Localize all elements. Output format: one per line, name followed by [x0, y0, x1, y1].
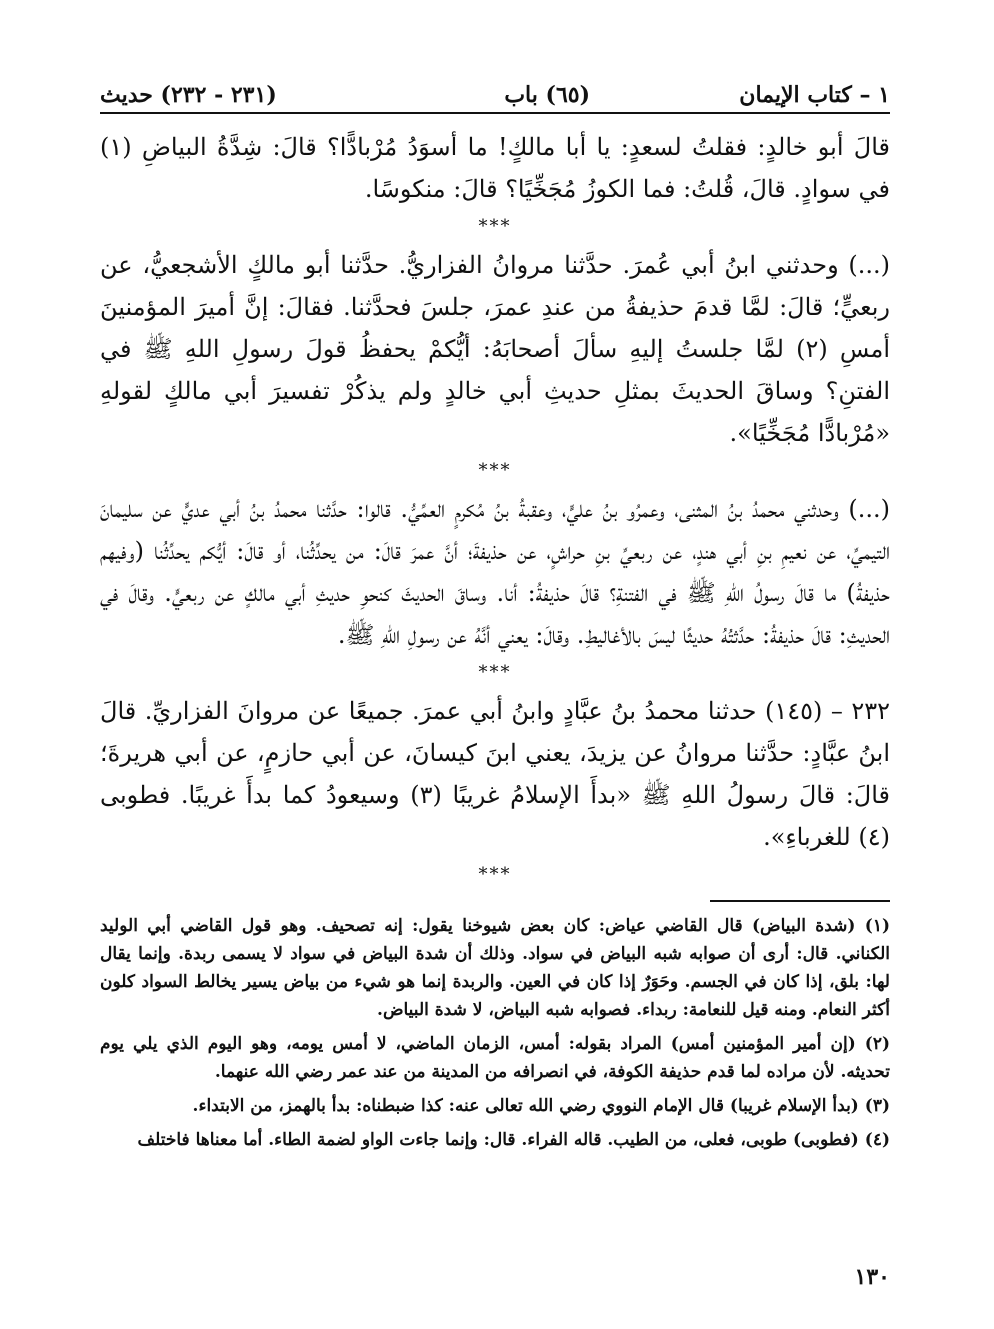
separator-4: *** — [478, 864, 512, 885]
footnote-4: (٤) (فطوبى) طوبى، فعلى، من الطيب. قاله الفراء. قال: وإنما جاءت الواو لضمة الطاء. أما معناها فاختلف — [137, 1130, 890, 1150]
paragraph-4: ٢٣٢ – (١٤٥) حدثنا محمدُ بنُ عبَّادٍ وابنُ أبي عمرَ. جميعًا عن مروانَ الفزاريِّ. قالَ ابنُ عبَّادٍ: حدَّثنا مروانُ عن يزيدَ، يعني ابنَ كيسانَ، عن أبي حازمٍ، عن أبي هريرةَ؛ قالَ: قالَ رسولُ اللهِ ﷺ «بدأَ الإسلامُ غريبًا (٣) وسيعودُ كما بدأَ غريبًا. فطوبى (٤) للغرباءِ». — [100, 697, 891, 851]
main-text — [100, 126, 890, 1160]
page-number: ١٣٠ — [854, 1264, 890, 1290]
footnote-3: (٣) (بدأ الإسلام غريبا) قال الإمام النووي رضي الله تعالى عنه: كذا ضبطناه: بدأ بالهمز، من الابتداء. — [192, 1096, 890, 1116]
separator-1: *** — [478, 216, 512, 237]
separator-2: *** — [478, 460, 512, 481]
paragraph-1: قالَ أبو خالدٍ: فقلتُ لسعدٍ: يا أبا مالكٍ! ما أسوَدُ مُرْبادًّا؟ قالَ: شِدَّةُ البياضِ (١) في سوادٍ. قالَ، قُلتُ: فما الكوزُ مُجَخِّيًا؟ قالَ: منكوسًا. — [100, 133, 890, 203]
footnote-rule — [710, 900, 890, 902]
separator-3: *** — [478, 662, 512, 683]
footnote-2: (٢) (إن أمير المؤمنين أمس) المراد بقوله: أمس، الزمان الماضي، لا أمس يومه، وهو اليوم الذي يلي يوم تحديثه. لأن مراده لما قدم حذيفة الكوفة، في انصرافه من المدينة من عند عمر رضي الله عنهما. — [100, 1034, 890, 1082]
page-header — [100, 60, 890, 110]
book-title: ١ – كتاب الإيمان — [739, 82, 890, 108]
paragraph-2: (...) وحدثني ابنُ أبي عُمرَ. حدَّثنا مروانُ الفزاريُّ. حدَّثنا أبو مالكٍ الأشجعيُّ، عن ربعيٍّ؛ قالَ: لمَّا قدمَ حذيفةُ من عندِ عمرَ، جلسَ فحدَّثنا. فقالَ: إنَّ أميرَ المؤمنينَ أمسِ (٢) لمَّا جلستُ إليهِ سألَ أصحابَهُ: أيُّكمْ يحفظُ قولَ رسولِ اللهِ ﷺ في الفتنِ؟ وساقَ الحديثَ بمثلِ حديثِ أبي خالدٍ ولم يذكُرْ تفسيرَ أبي مالكٍ لقولهِ «مُرْبادًّا مُجَخِّيًا». — [100, 251, 890, 447]
chapter-label: (٦٥) باب — [504, 82, 590, 108]
hadith-range: (٢٣١ - ٢٣٢) حديث — [100, 82, 277, 108]
footnote-1: (١) (شدة البياض) قال القاضي عياض: كان بعض شيوخنا يقول: إنه تصحيف. وهو قول القاضي أبي الوليد الكناني. قال: أرى أن صوابه شبه البياض في سواد. وذلك أن شدة البياض في سواد لا يسمى ربدة. وإنما يقال لها: بلق، إذا كان في الجسم. وحَوَرٌ إذا كان في العين. والربدة إنما هو شيء من بياض يسير يخالط السواد كلون أكثر النعام. ومنه قيل للنعامة: ربداء. فصوابه شبه البياض، لا شدة البياض. — [100, 916, 890, 1020]
header-rule — [100, 112, 890, 114]
paragraph-3: (...) وحدثني محمدُ بنُ المثنى، وعمرُو بنُ عليٍّ، وعقبةُ بنُ مُكرمٍ العمِّيُّ. قالوا: حدَّثنا محمدُ بنُ أبي عديٍّ عن سليمانَ التيميِّ، عن نعيمِ بنِ أبي هندٍ، عن ربعيِّ بنِ حراشٍ، عن حذيفةَ؛ أنَّ عمرَ قالَ: من يحدِّثُنا، أو قالَ: أيُّكم يحدِّثُنا (وفيهم حذيفةُ) ما قالَ رسولُ اللهِ ﷺ في الفتنةِ؟ قالَ حذيفةُ: أنا. وساقَ الحديثَ كنحوِ حديثِ أبي مالكٍ عن ربعيٍّ. وقالَ في الحديثِ: قالَ حذيفةُ: حدَّثتُهُ حديثًا ليسَ بالأغاليطِ. وقالَ: يعني أنَّهُ عن رسولِ اللهِ ﷺ. — [100, 495, 890, 649]
book-page — [100, 60, 890, 1300]
